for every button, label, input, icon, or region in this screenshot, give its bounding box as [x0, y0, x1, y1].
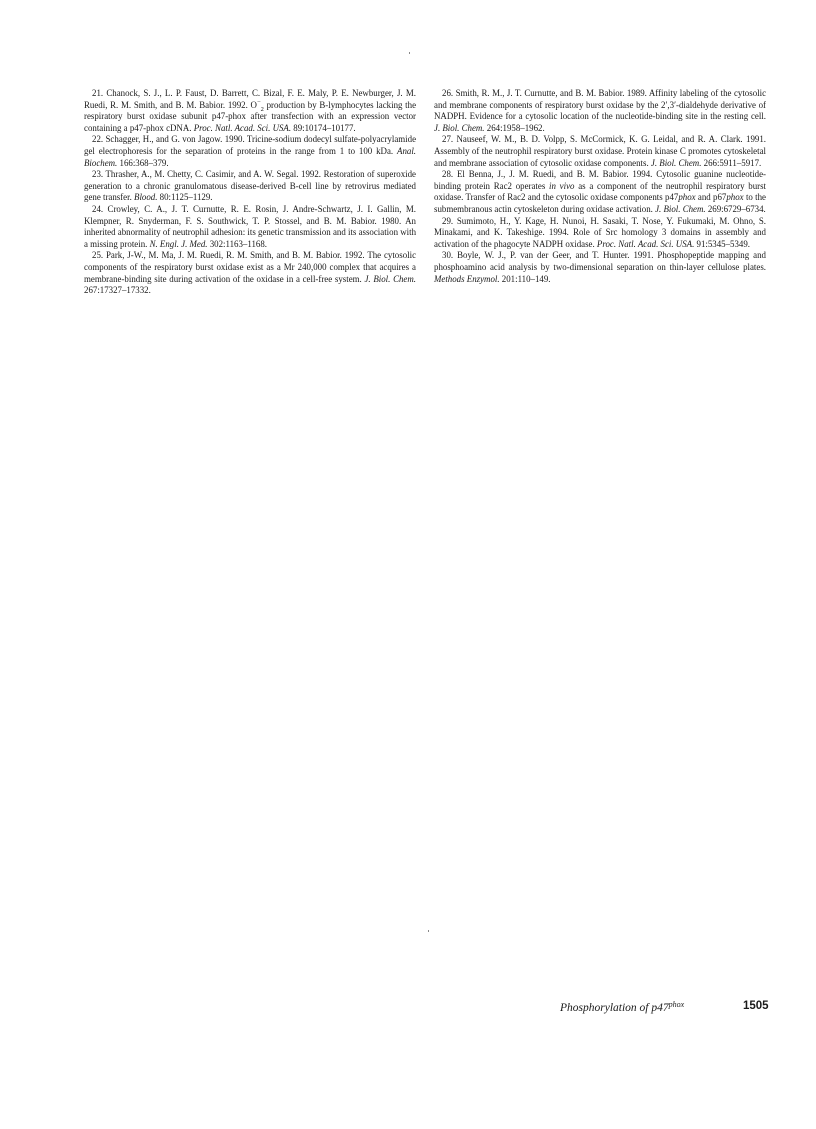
reference-25: 25. Park, J-W., M. Ma, J. M. Ruedi, R. M. Smith, and B. M. Babior. 1992. The cytosolic components of the respiratory burst oxidase exist as a Mr 240,000 complex that acquires a membrane-binding site during activation of the oxidase in a cell-free system. J. Biol. Chem. 267:17327–17332. — [84, 250, 417, 296]
reference-24: 24. Crowley, C. A., J. T. Curnutte, R. E. Rosin, J. Andre-Schwartz, J. I. Gallin, M. Klempner, R. Snyderman, F. S. Southwick, T. P. Stossel, and B. M. Babior. 1980. An inherited abnormality of neutrophil adhesion: its genetic transmission and its association with a missing protein. N. Engl. J. Med. 302:1163–1168. — [84, 203, 417, 249]
running-title: Phosphorylation of $p47^{phox}$ — [560, 1000, 685, 1014]
reference-30: 30. Boyle, W. J., P. van der Geer, and T. Hunter. 1991. Phosphopeptide mapping and phosphoamino acid analysis by two-dimensional separation on thin-layer cellulose plates. Methods Enzymol. 201:110–149. — [434, 250, 766, 284]
page-footer — [560, 1000, 769, 1014]
references-right-column — [434, 88, 766, 285]
scan-speck — [428, 930, 429, 932]
reference-21: 21. Chanock, S. J., L. P. Faust, D. Barrett, C. Bizal, F. E. Maly, P. E. Newburger, J. M. Ruedi, R. M. Smith, and B. M. Babior. 1992. $O^-_2$ production by B-lymphocytes lacking the respiratory burst oxidase subunit p47-phox after transfection with an expression vector containing a p47-phox cDNA. Proc. Natl. Acad. Sci. USA. 89:10174–10177. — [84, 88, 417, 133]
reference-26: 26. Smith, R. M., J. T. Curnutte, and B. M. Babior. 1989. Affinity labeling of the cytosolic and membrane components of respiratory burst oxidase by the 2′,3′-dialdehyde derivative of NADPH. Evidence for a cytosolic location of the nucleotide-binding site in the resting cell. J. Biol. Chem. 264:1958–1962. — [434, 88, 767, 133]
reference-29: 29. Sumimoto, H., Y. Kage, H. Nunoi, H. Sasaki, T. Nose, Y. Fukumaki, M. Ohno, S. Minakami, and K. Takeshige. 1994. Role of Src homology 3 domains in assembly and activation of the phagocyte NADPH oxidase. Proc. Natl. Acad. Sci. USA. 91:5345–5349. — [434, 215, 766, 249]
reference-27: 27. Nauseef, W. M., B. D. Volpp, S. McCormick, K. G. Leidal, and R. A. Clark. 1991. Assembly of the neutrophil respiratory burst oxidase. Protein kinase C promotes cytoskeletal and membrane association of cytosolic oxidase components. J. Biol. Chem. 266:5911–5917. — [434, 134, 766, 168]
reference-28: 28. El Benna, J., J. M. Ruedi, and B. M. Babior. 1994. Cytosolic guanine nucleotide-binding protein Rac2 operates in vivo as a component of the neutrophil respiratory burst oxidase. Transfer of Rac2 and the cytosolic oxidase components p47phox and p67phox to the submembranous actin cytoskeleton during oxidase activation. J. Biol. Chem. 269:6729–6734. — [434, 169, 767, 214]
reference-23: 23. Thrasher, A., M. Chetty, C. Casimir, and A. W. Segal. 1992. Restoration of superoxide generation to a chronic granulomatous disease-derived B-cell line by retrovirus mediated gene transfer. Blood. 80:1125–1129. — [84, 169, 416, 203]
references-left-column — [84, 88, 416, 297]
page-number: 1505 — [743, 1000, 769, 1012]
scan-speck — [409, 52, 410, 54]
reference-22: 22. Schagger, H., and G. von Jagow. 1990. Tricine-sodium dodecyl sulfate-polyacrylamide gel electrophoresis for the separation of proteins in the range from 1 to 100 kDa. Anal. Biochem. 166:368–379. — [84, 134, 417, 168]
